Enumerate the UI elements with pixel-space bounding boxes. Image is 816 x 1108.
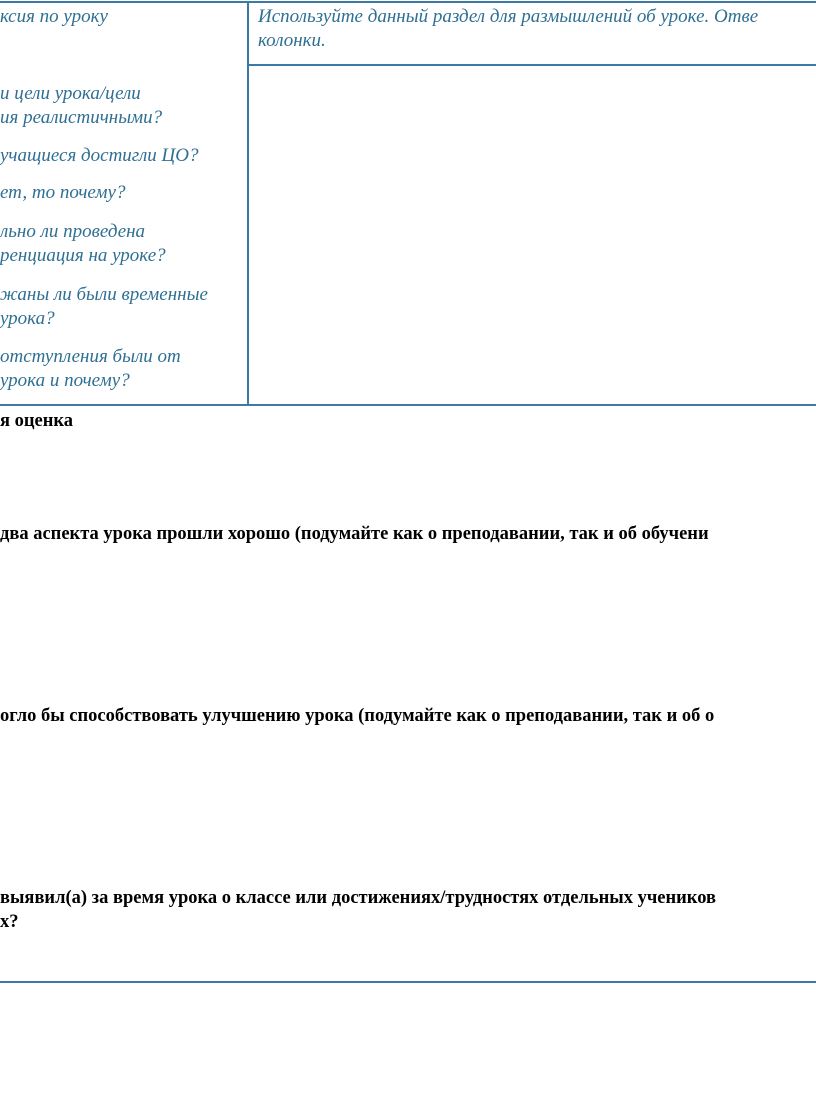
table-column-divider (247, 1, 249, 406)
table-header-right-line1: Используйте данный раздел для размышлений об уроке. Отве (258, 6, 759, 27)
question-line: урока и почему? (0, 370, 130, 391)
question-line: ия реалистичными? (0, 107, 163, 128)
evaluation-prompt-2: огло бы способствовать улучшению урока (подумайте как о преподавании, так и об о (0, 706, 715, 726)
question-line: отступления были от (0, 346, 181, 367)
question-line: учащиеся достигли ЦО? (0, 145, 199, 166)
question-line: урока? (0, 308, 55, 329)
table-header-divider (247, 64, 816, 66)
question-line: и цели урока/цели (0, 83, 141, 104)
table-header-right-line2: колонки. (258, 30, 326, 51)
table-header-left: ксия по уроку (0, 6, 108, 27)
evaluation-heading: я оценка (0, 411, 74, 431)
evaluation-prompt-1: два аспекта урока прошли хорошо (подумайте как о преподавании, так и об обучени (0, 524, 709, 544)
question-line: жаны ли были временные (0, 284, 208, 305)
section-bottom-border (0, 981, 816, 983)
evaluation-prompt-3-line2: х? (0, 912, 19, 932)
question-line: ренциация на уроке? (0, 245, 166, 266)
evaluation-prompt-3-line1: выявил(а) за время урока о классе или достижениях/трудностях отдельных учеников (0, 888, 716, 908)
question-line: льно ли проведена (0, 221, 146, 242)
question-line: ет, то почему? (0, 182, 126, 203)
table-top-border (0, 1, 816, 3)
table-bottom-border (0, 404, 816, 406)
